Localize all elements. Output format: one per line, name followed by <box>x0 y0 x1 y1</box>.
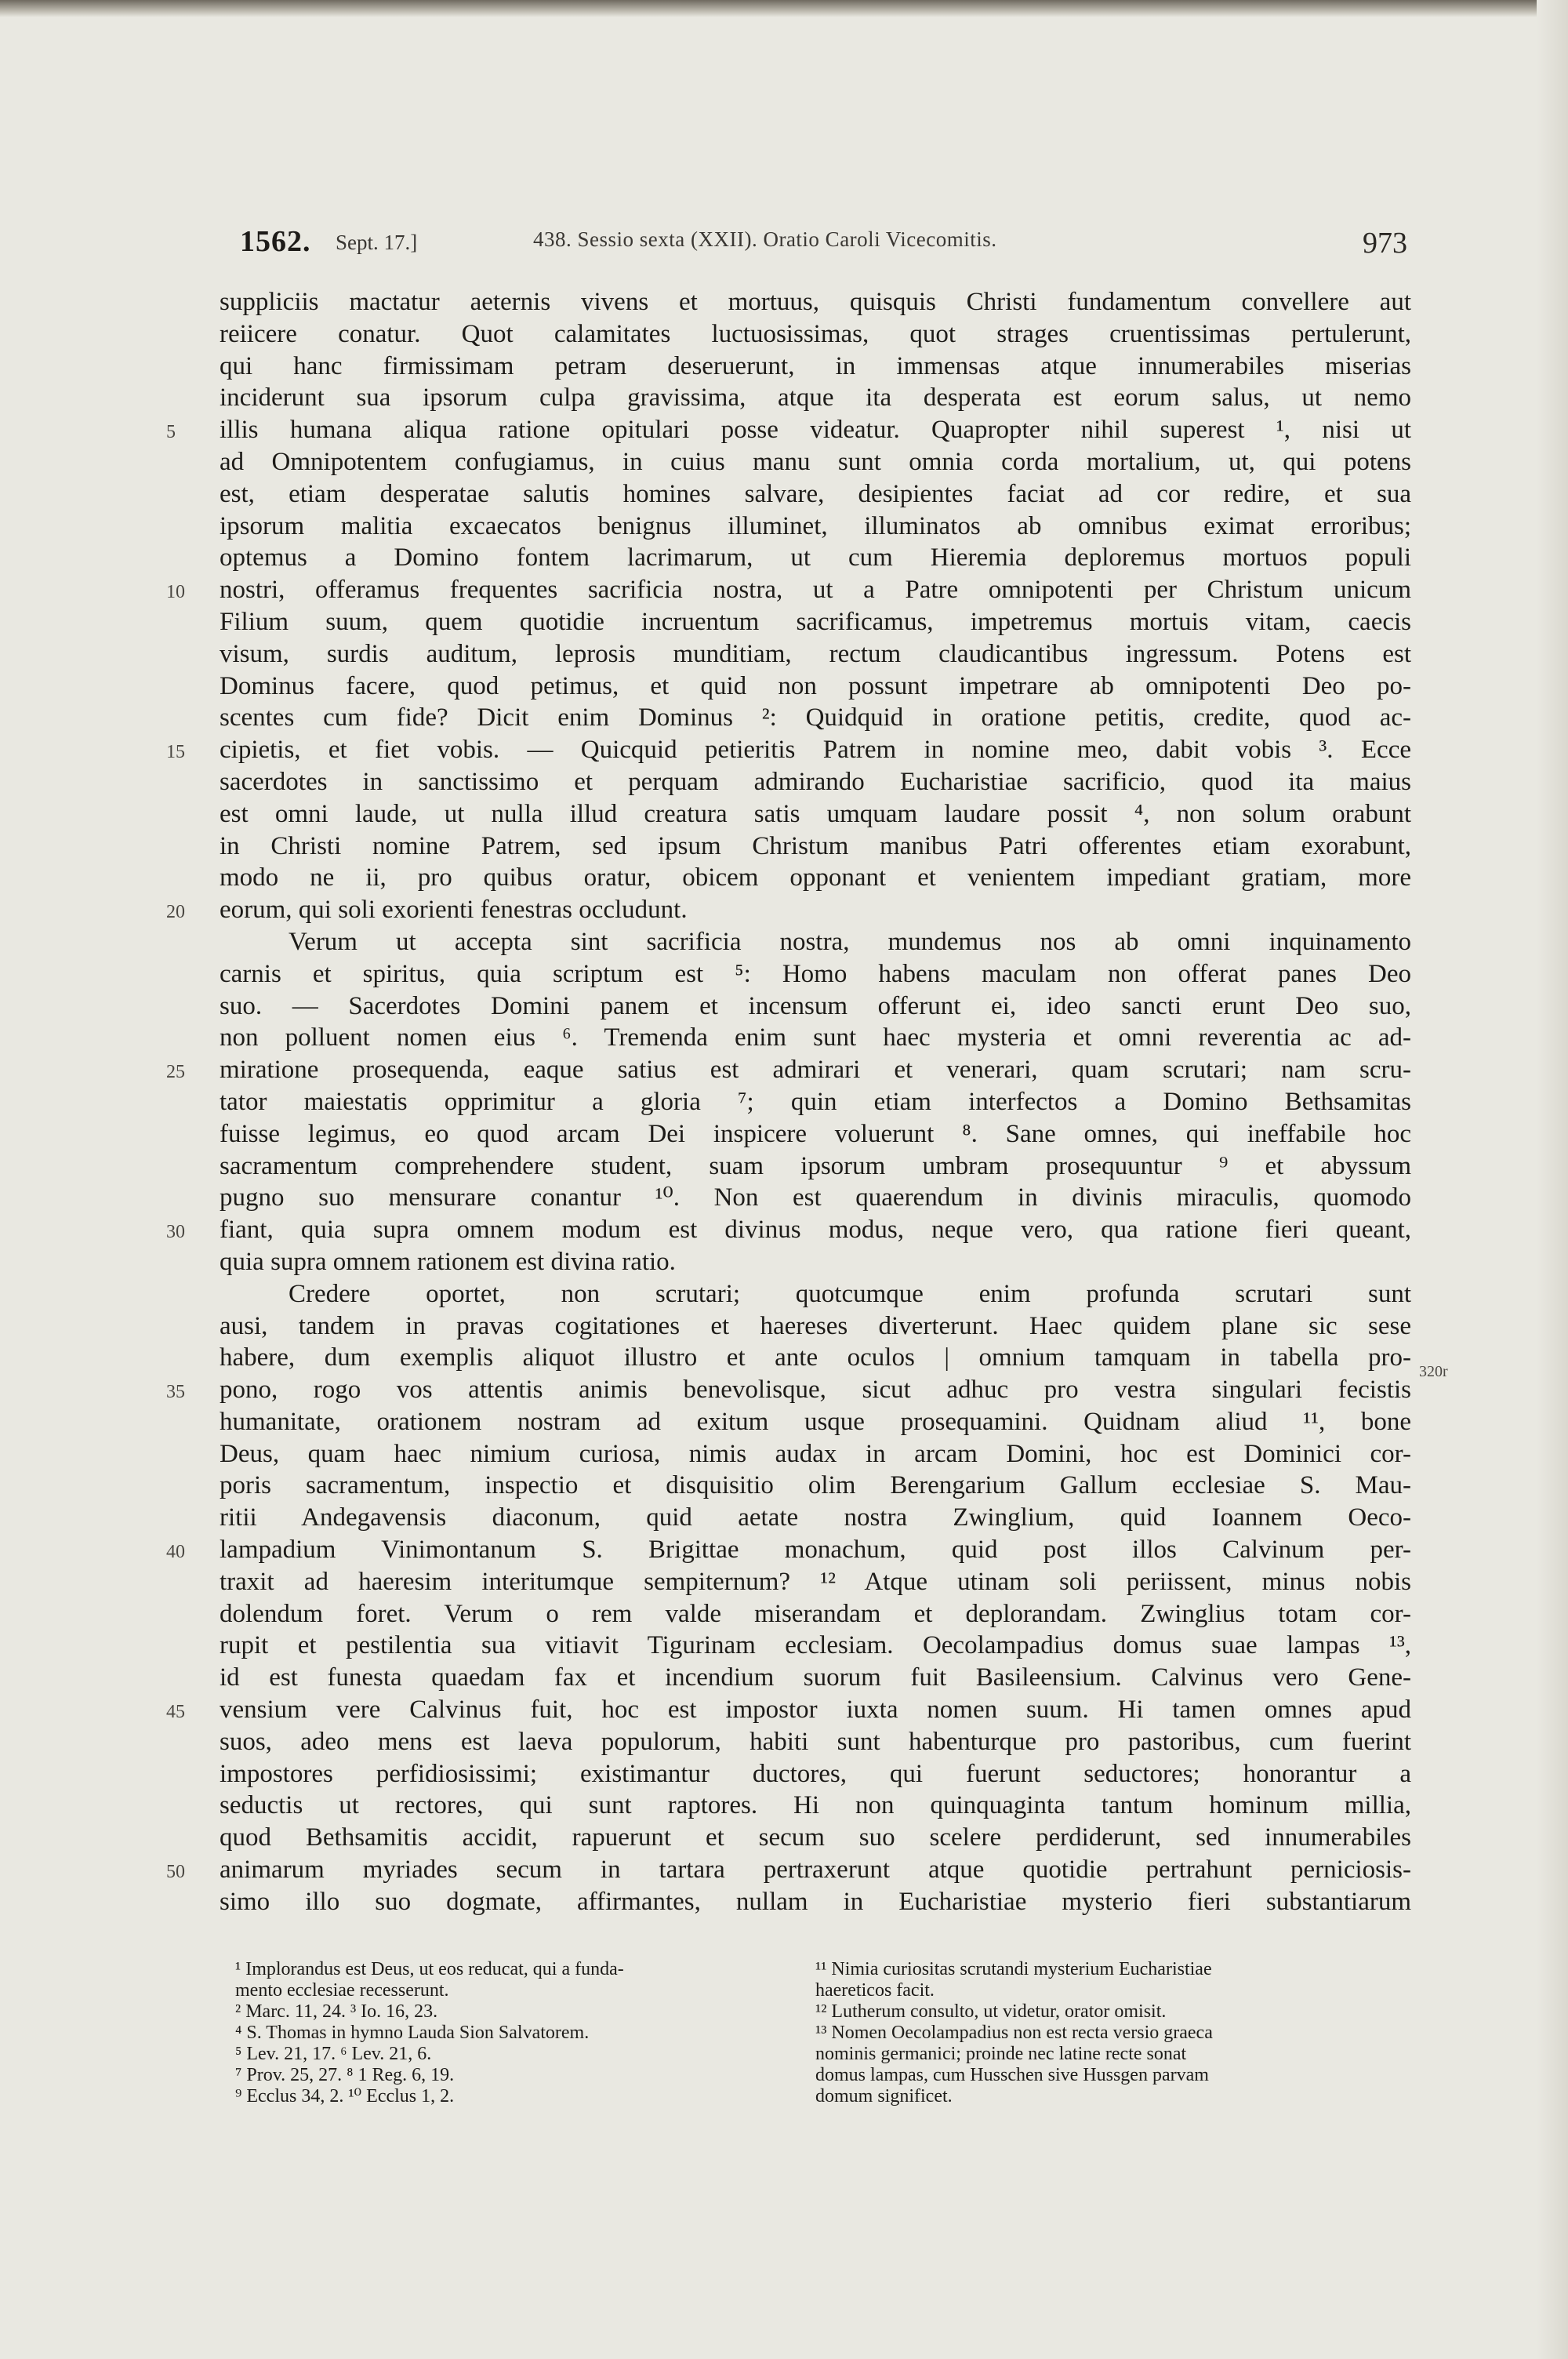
line-number: 30 <box>166 1222 185 1242</box>
footnotes-right-column <box>815 1959 1396 2107</box>
text-line: habere, dum exemplis aliquot illustro et ante oculos | omnium tamquam in tabella pro- <box>220 1343 1411 1372</box>
text-line: vensium vere Calvinus fuit, hoc est impostor iuxta nomen suum. Hi tamen omnes apud <box>220 1696 1411 1725</box>
text-line: ipsorum malitia excaecatos benignus illuminet, illuminatos ab omnibus eximat erroribus; <box>220 511 1411 540</box>
running-header <box>0 221 1568 268</box>
text-line: ad Omnipotentem confugiamus, in cuius manu sunt omnia corda mortalium, ut, qui potens <box>220 447 1411 476</box>
text-line: suppliciis mactatur aeternis vivens et mortuus, quisquis Christi fundamentum convellere aut <box>220 288 1411 316</box>
text-line: non polluent nomen eius ⁶. Tremenda enim sunt haec mysteria et omni reverentia ac ad- <box>220 1023 1411 1052</box>
text-line: seductis ut rectores, qui sunt raptores. Hi non quinquaginta tantum hominum millia, <box>220 1791 1411 1820</box>
footnote-line: domum significet. <box>815 2086 953 2106</box>
footnote-line: haereticos facit. <box>815 1980 935 2001</box>
text-line: sacramentum comprehendere student, suam ipsorum umbram prosequuntur ⁹ et abyssum <box>220 1151 1411 1180</box>
text-line: in Christi nomine Patrem, sed ipsum Christum manibus Patri offerentes etiam exorabunt, <box>220 831 1411 860</box>
text-line: id est funesta quaedam fax et incendium suorum fuit Basileensium. Calvinus vero Gene- <box>220 1663 1411 1692</box>
footnote-line: domus lampas, cum Husschen sive Hussgen parvam <box>815 2065 1209 2085</box>
text-line: suos, adeo mens est laeva populorum, habiti sunt habenturque pro pastoribus, cum fuerint <box>220 1727 1411 1756</box>
page-right-edge <box>1537 0 1568 2359</box>
text-line: reiicere conatur. Quot calamitates luctuosissimas, quot strages cruentissimas pertulerunt, <box>220 319 1411 348</box>
text-line: illis humana aliqua ratione opitulari posse videatur. Quapropter nihil superest ¹, nisi ut <box>220 416 1411 445</box>
text-line: simo illo suo dogmate, affirmantes, nullam in Eucharistiae mysterio fieri substantiarum <box>220 1887 1411 1916</box>
footnote-line: ⁴ S. Thomas in hymno Lauda Sion Salvatorem. <box>235 2023 590 2043</box>
footnotes-left-column <box>235 1959 784 2107</box>
text-line: nostri, offeramus frequentes sacrificia nostra, ut a Patre omnipotenti per Christum unicum <box>220 576 1411 605</box>
margin-folio-reference: 320r <box>1419 1363 1448 1380</box>
header-title: 438. Sessio sexta (XXII). Oratio Caroli Vicecomitis. <box>533 227 997 251</box>
page-number: 973 <box>1363 227 1407 260</box>
footnote-line: ⁹ Ecclus 34, 2. ¹⁰ Ecclus 1, 2. <box>235 2086 455 2106</box>
text-line: animarum myriades secum in tartara pertraxerunt atque quotidie pertrahunt perniciosis- <box>220 1856 1411 1885</box>
line-number: 40 <box>166 1542 185 1562</box>
text-line: est omni laude, ut nulla illud creatura satis umquam laudare possit ⁴, non solum orabunt <box>220 799 1411 828</box>
text-line: carnis et spiritus, quia scriptum est ⁵: Homo habens maculam non offerat panes Deo <box>220 959 1411 988</box>
line-number: 50 <box>166 1862 185 1882</box>
text-line: quia supra omnem rationem est divina ratio. <box>220 1247 676 1276</box>
line-number: 25 <box>166 1062 185 1082</box>
text-line: optemus a Domino fontem lacrimarum, ut cum Hieremia deploremus mortuos populi <box>220 543 1411 572</box>
text-line: poris sacramentum, inspectio et disquisitio olim Berengarium Gallum ecclesiae S. Mau- <box>220 1471 1411 1500</box>
footnote-line: ² Marc. 11, 24. ³ Io. 16, 23. <box>235 2001 438 2022</box>
text-line: visum, surdis auditum, leprosis munditiam, rectum claudicantibus ingressum. Potens est <box>220 639 1411 668</box>
text-line: humanitate, orationem nostram ad exitum usque prosequamini. Quidnam aliud ¹¹, bone <box>220 1407 1411 1436</box>
footnote-line: ¹² Lutherum consulto, ut videtur, orator omisit. <box>815 2001 1167 2022</box>
text-line: Dominus facere, quod petimus, et quid non possunt impetrare ab omnipotenti Deo po- <box>220 671 1411 700</box>
text-line: modo ne ii, pro quibus oratur, obicem opponant et venientem impediant gratiam, more <box>220 863 1411 892</box>
line-number: 15 <box>166 742 185 762</box>
text-line: Credere oportet, non scrutari; quotcumque enim profunda scrutari sunt <box>289 1279 1411 1308</box>
text-line <box>220 1918 1411 1950</box>
footnote-line: ¹³ Nomen Oecolampadius non est recta versio graeca <box>815 2023 1213 2043</box>
text-line: cipietis, et fiet vobis. — Quicquid petieritis Patrem in nomine meo, dabit vobis ³. Ecce <box>220 736 1411 765</box>
footnote-line: ⁵ Lev. 21, 17. ⁶ Lev. 21, 6. <box>235 2044 432 2064</box>
line-number: 10 <box>166 582 185 602</box>
text-line: dolendum foret. Verum o rem valde miserandam et deplorandam. Zwinglius totam cor- <box>220 1599 1411 1628</box>
text-line: inciderunt sua ipsorum culpa gravissima, atque ita desperata est eorum salus, ut nemo <box>220 383 1411 413</box>
line-number: 5 <box>166 422 176 442</box>
main-text <box>220 286 1411 1950</box>
footnote-line: ¹¹ Nimia curiositas scrutandi mysterium Eucharistiae <box>815 1959 1212 1979</box>
line-number: 35 <box>166 1382 185 1402</box>
text-line: pugno suo mensurare conantur ¹⁰. Non est quaerendum in divinis miraculis, quomodo <box>220 1183 1411 1212</box>
text-line: sacerdotes in sanctissimo et perquam admirando Eucharistiae sacrificio, quod ita maius <box>220 767 1411 796</box>
text-line: miratione prosequenda, eaque satius est admirari et venerari, quam scrutari; nam scru- <box>220 1056 1411 1085</box>
header-date: Sept. 17.] <box>336 231 418 254</box>
text-line: ritii Andegavensis diaconum, quid aetate nostra Zwinglium, quid Ioannem Oeco- <box>220 1503 1411 1532</box>
footnote-line: nominis germanici; proinde nec latine recte sonat <box>815 2044 1187 2064</box>
text-line: pono, rogo vos attentis animis benevolisque, sicut adhuc pro vestra singulari fecistis <box>220 1376 1411 1405</box>
text-line: Deus, quam haec nimium curiosa, nimis audax in arcam Domini, hoc est Dominici cor- <box>220 1439 1411 1468</box>
text-line: suo. — Sacerdotes Domini panem et incensum offerunt ei, ideo sancti erunt Deo suo, <box>220 991 1411 1020</box>
footnote-line: mento ecclesiae recesserunt. <box>235 1980 449 2001</box>
text-line: qui hanc firmissimam petram deseruerunt, in immensas atque innumerabiles miserias <box>220 351 1411 380</box>
line-number: 20 <box>166 902 185 922</box>
text-line: fiant, quia supra omnem modum est divinus modus, neque vero, qua ratione fieri queant, <box>220 1216 1411 1245</box>
text-line: impostores perfidiosissimi; existimantur ductores, qui fuerunt seductores; honorantur a <box>220 1759 1411 1788</box>
text-line: ausi, tandem in pravas cogitationes et haereses diverterunt. Haec quidem plane sic sese <box>220 1311 1411 1340</box>
text-line: rupit et pestilentia sua vitiavit Tigurinam ecclesiam. Oecolampadius domus suae lampas ¹³, <box>220 1631 1411 1660</box>
text-line: est, etiam desperatae salutis homines salvare, desipientes faciat ad cor redire, et sua <box>220 479 1411 508</box>
text-line: traxit ad haeresim interitumque sempiternum? ¹² Atque utinam soli periissent, minus nobis <box>220 1567 1411 1596</box>
text-line: quod Bethsamitis accidit, rapuerunt et secum suo scelere perdiderunt, sed innumerabiles <box>220 1823 1411 1852</box>
header-year: 1562. <box>240 225 311 258</box>
page-top-edge <box>0 0 1568 17</box>
text-line: Verum ut accepta sint sacrificia nostra, mundemus nos ab omni inquinamento <box>289 927 1411 956</box>
footnote-line: ⁷ Prov. 25, 27. ⁸ 1 Reg. 6, 19. <box>235 2065 455 2085</box>
text-line: tator maiestatis opprimitur a gloria ⁷; quin etiam interfectos a Domino Bethsamitas <box>220 1087 1411 1116</box>
text-line: Filium suum, quem quotidie incruentum sacrificamus, impetremus mortuis vitam, caecis <box>220 607 1411 636</box>
footnote-line: ¹ Implorandus est Deus, ut eos reducat, qui a funda- <box>235 1959 624 1979</box>
text-line: scentes cum fide? Dicit enim Dominus ²: Quidquid in oratione petitis, credite, quod ac- <box>220 703 1411 732</box>
text-line: fuisse legimus, eo quod arcam Dei inspicere voluerunt ⁸. Sane omnes, qui ineffabile hoc <box>220 1119 1411 1148</box>
text-line: lampadium Vinimontanum S. Brigittae monachum, quid post illos Calvinum per- <box>220 1536 1411 1565</box>
line-number: 45 <box>166 1702 185 1722</box>
text-line: eorum, qui soli exorienti fenestras occludunt. <box>220 896 688 925</box>
